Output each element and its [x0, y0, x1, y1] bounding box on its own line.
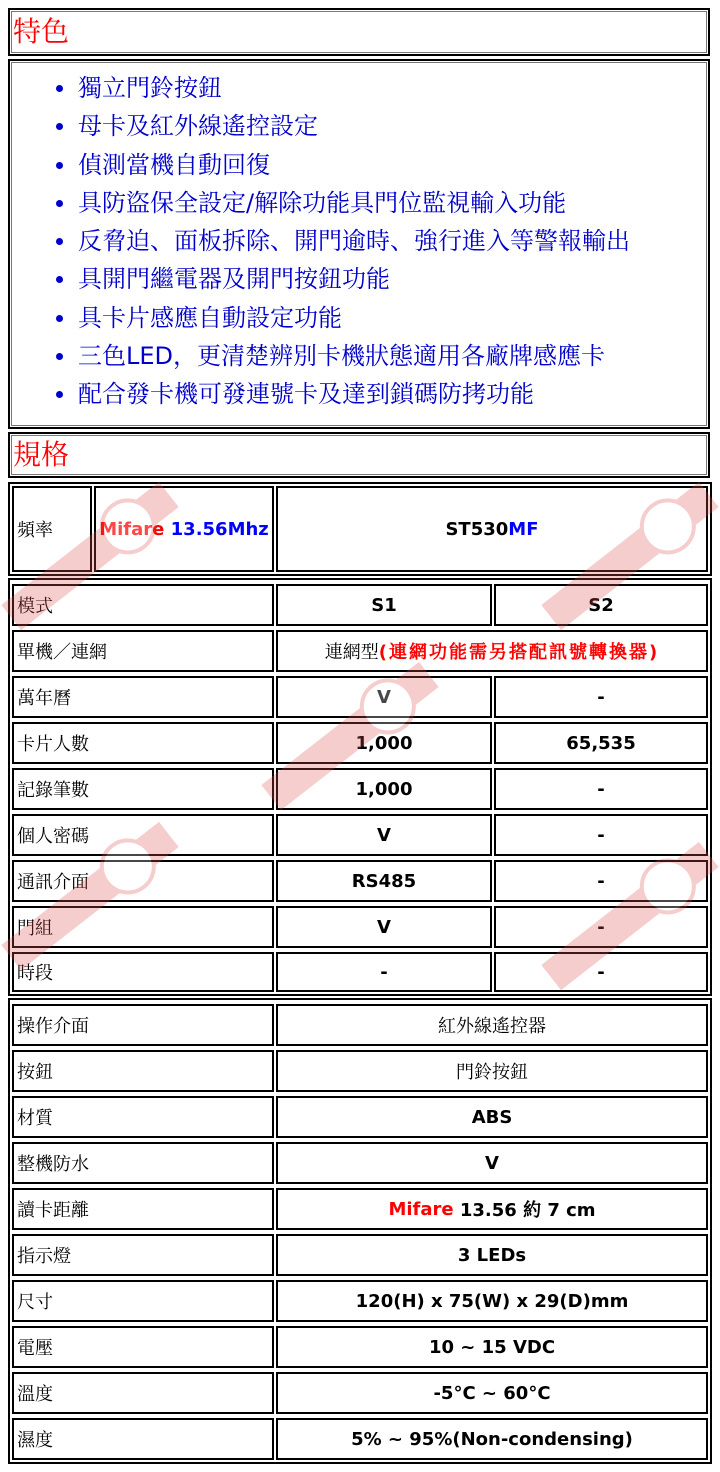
row-label: 個人密碼 [12, 814, 274, 856]
bullet-icon [56, 85, 63, 92]
spec-label: 整機防水 [12, 1142, 274, 1184]
row-s2: - [494, 676, 708, 718]
row-s2: - [494, 860, 708, 902]
list-item: 反脅迫、面板拆除、開門逾時、強行進入等警報輸出 [56, 222, 630, 260]
spec-label: 溫度 [12, 1372, 274, 1414]
row-label: 萬年曆 [12, 676, 274, 718]
freq-rest: 13.56Mhz [164, 518, 269, 540]
specs-title: 規格 [13, 438, 70, 471]
bullet-icon [56, 238, 63, 245]
spec-value: 120(H) x 75(W) x 29(D)mm [276, 1280, 708, 1322]
spec-value: V [276, 1142, 708, 1184]
spec-value: 紅外線遙控器 [276, 1004, 708, 1046]
read-distance-rest: 13.56 約 7 cm [453, 1200, 596, 1221]
spec-label: 尺寸 [12, 1280, 274, 1322]
freq-brand: Mifare [99, 518, 165, 540]
bullet-icon [56, 391, 63, 398]
list-item: 具開門繼電器及開門按鈕功能 [56, 260, 630, 298]
network-value: 連網型 (連網功能需另搭配訊號轉換器) [276, 630, 708, 672]
row-s1: V [276, 676, 492, 718]
spec-label: 操作介面 [12, 1004, 274, 1046]
row-s1: 1,000 [276, 768, 492, 810]
list-item: 具卡片感應自動設定功能 [56, 299, 630, 337]
freq-value [94, 486, 274, 572]
spec-table [8, 998, 712, 1464]
freq-label: 頻率 [12, 486, 92, 572]
row-s1: - [276, 952, 492, 992]
model-suffix: MF [508, 518, 539, 540]
bullet-icon [56, 123, 63, 130]
network-note: (連網功能需另搭配訊號轉換器) [378, 642, 660, 663]
bullet-icon [56, 276, 63, 283]
row-s1: 1,000 [276, 722, 492, 764]
network-label: 單機／連網 [12, 630, 274, 672]
row-label: 記錄筆數 [12, 768, 274, 810]
spec-value: 10 ~ 15 VDC [276, 1326, 708, 1368]
row-s2: - [494, 768, 708, 810]
spec-label: 濕度 [12, 1418, 274, 1460]
row-s2: - [494, 952, 708, 992]
spec-label: 讀卡距離 [12, 1188, 274, 1230]
list-item: 三色LED，更清楚辨別卡機狀態適用各廠牌感應卡 [56, 337, 630, 375]
spec-label: 指示燈 [12, 1234, 274, 1276]
spec-value: 3 LEDs [276, 1234, 708, 1276]
bullet-icon [56, 162, 63, 169]
frequency-table [8, 482, 712, 576]
list-item: 母卡及紅外線遙控設定 [56, 107, 630, 145]
row-label: 卡片人數 [12, 722, 274, 764]
features-box [8, 59, 710, 429]
row-label: 時段 [12, 952, 274, 992]
specs-header [8, 432, 710, 478]
list-item: 配合發卡機可發連號卡及達到鎖碼防拷功能 [56, 375, 630, 413]
list-item: 具防盜保全設定/解除功能具門位監視輸入功能 [56, 184, 630, 222]
row-s1: V [276, 906, 492, 948]
features-header [8, 8, 710, 56]
bullet-icon [56, 315, 63, 322]
spec-label: 材質 [12, 1096, 274, 1138]
model-name [276, 486, 708, 572]
bullet-icon [56, 353, 63, 360]
row-label: 通訊介面 [12, 860, 274, 902]
row-label: 門組 [12, 906, 274, 948]
row-s1: V [276, 814, 492, 856]
spec-label: 按鈕 [12, 1050, 274, 1092]
model-table [8, 578, 712, 996]
spec-value: 5% ~ 95%(Non-condensing) [276, 1418, 708, 1460]
bullet-icon [56, 200, 63, 207]
read-distance-value [276, 1188, 708, 1230]
row-s2: - [494, 814, 708, 856]
model-prefix: ST530 [445, 518, 509, 540]
list-item: 獨立門鈴按鈕 [56, 69, 630, 107]
spec-label: 電壓 [12, 1326, 274, 1368]
spec-value: ABS [276, 1096, 708, 1138]
features-title: 特色 [13, 15, 70, 48]
feature-list [56, 69, 630, 414]
s2-header: S2 [494, 584, 708, 626]
mode-label: 模式 [12, 584, 274, 626]
row-s2: - [494, 906, 708, 948]
row-s1: RS485 [276, 860, 492, 902]
spec-value: -5°C ~ 60°C [276, 1372, 708, 1414]
row-s2: 65,535 [494, 722, 708, 764]
read-distance-brand: Mifare [388, 1198, 454, 1220]
list-item: 偵測當機自動回復 [56, 146, 630, 184]
spec-value: 門鈴按鈕 [276, 1050, 708, 1092]
s1-header: S1 [276, 584, 492, 626]
